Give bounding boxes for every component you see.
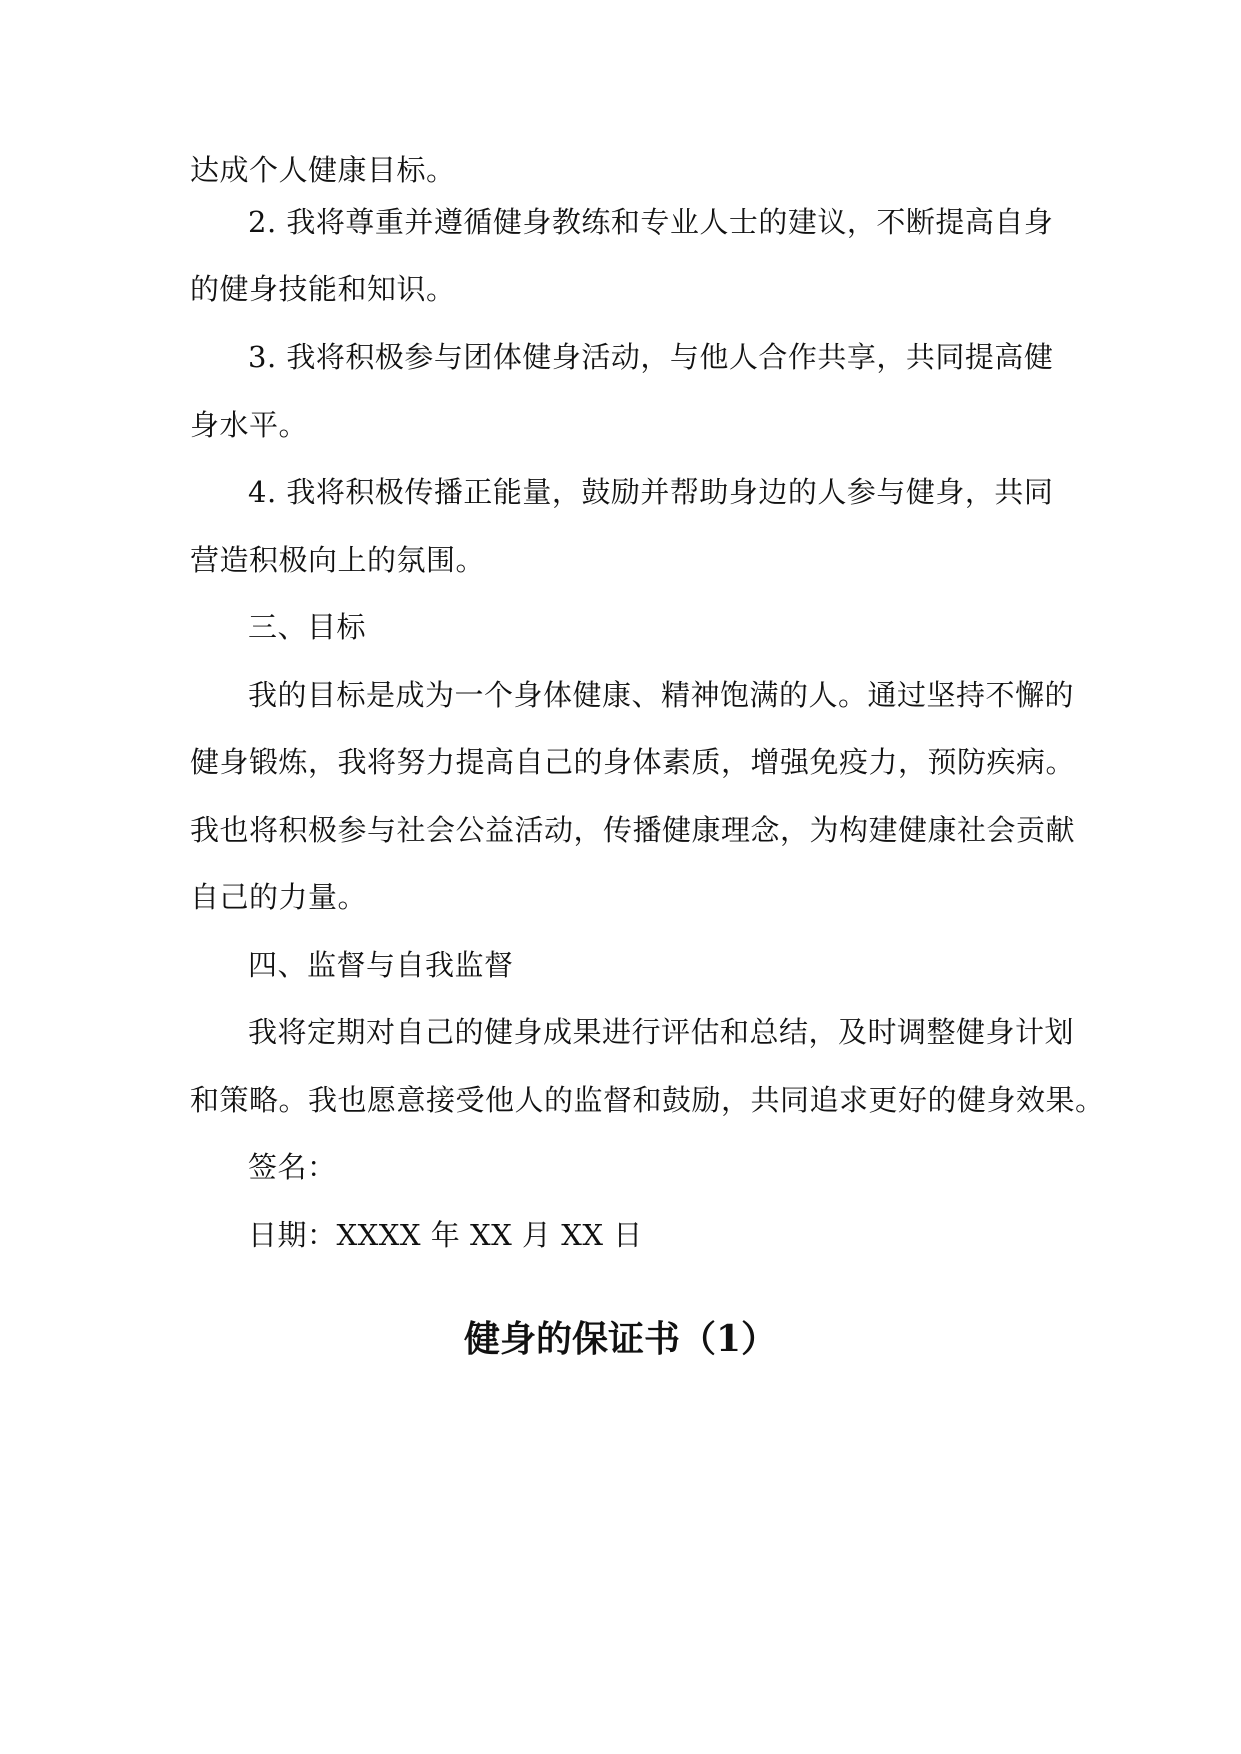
paragraph-line: 我的目标是成为一个身体健康、精神饱满的人。通过坚持不懈的 bbox=[248, 678, 1075, 712]
section-heading: 四、监督与自我监督 bbox=[248, 948, 514, 982]
paragraph-line: 和策略。我也愿意接受他人的监督和鼓励，共同追求更好的健身效果。 bbox=[190, 1083, 1105, 1117]
paragraph-line: 健身锻炼，我将努力提高自己的身体素质，增强免疫力，预防疾病。 bbox=[190, 745, 1076, 779]
paragraph-line: 3. 我将积极参与团体健身活动，与他人合作共享，共同提高健 bbox=[248, 340, 1054, 374]
document-title: 健身的保证书（1） bbox=[463, 1318, 778, 1360]
paragraph-line: 自己的力量。 bbox=[190, 880, 368, 914]
section-heading: 三、目标 bbox=[248, 610, 367, 644]
paragraph-line: 4. 我将积极传播正能量，鼓励并帮助身边的人参与健身，共同 bbox=[248, 475, 1054, 509]
paragraph-line: 我也将积极参与社会公益活动，传播健康理念，为构建健康社会贡献 bbox=[190, 813, 1076, 847]
paragraph-line: 达成个人健康目标。 bbox=[190, 153, 456, 187]
signature-label: 签名： bbox=[248, 1150, 337, 1184]
paragraph-line: 2. 我将尊重并遵循健身教练和专业人士的建议，不断提高自身 bbox=[248, 205, 1054, 239]
date-label: 日期：XXXX 年 XX 月 XX 日 bbox=[248, 1218, 643, 1252]
paragraph-line: 我将定期对自己的健身成果进行评估和总结，及时调整健身计划 bbox=[248, 1015, 1075, 1049]
paragraph-line: 的健身技能和知识。 bbox=[190, 272, 456, 306]
paragraph-line: 营造积极向上的氛围。 bbox=[190, 543, 486, 577]
paragraph-line: 身水平。 bbox=[190, 408, 309, 442]
